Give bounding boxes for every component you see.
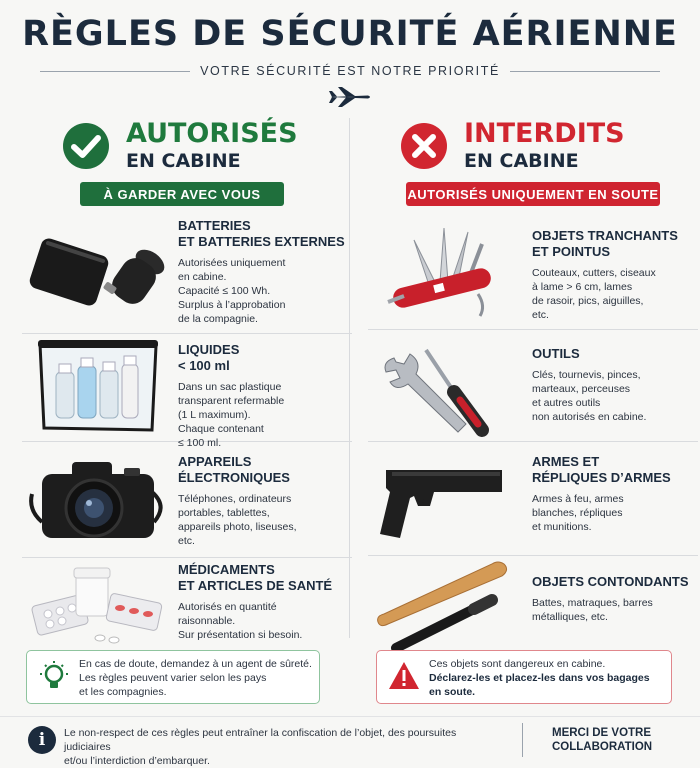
footer bbox=[0, 716, 700, 768]
allowed-item-title: MÉDICAMENTS ET ARTICLES DE SANTÉ bbox=[178, 562, 333, 593]
forbidden-header bbox=[368, 118, 698, 180]
liquids-bag-icon bbox=[28, 334, 168, 434]
forbidden-item-title: ARMES ET RÉPLIQUES D’ARMES bbox=[532, 454, 671, 485]
allowed-item-text: Autorisées uniquement en cabine. Capacité ≤ 100 Wh. Surplus à l’approbation de la compagnie. bbox=[178, 257, 286, 325]
allowed-item-medicines bbox=[22, 558, 352, 646]
forbidden-item-text: Couteaux, cutters, ciseaux à lame > 6 cm, lames de rasoir, pics, aiguilles, etc. bbox=[532, 267, 656, 321]
allowed-item-text: Autorisés en quantité raisonnable. Sur présentation si besoin. bbox=[178, 601, 303, 641]
subtitle-rule-right bbox=[510, 71, 660, 72]
forbidden-title: INTERDITS bbox=[464, 118, 625, 149]
airplane-icon bbox=[328, 86, 372, 108]
forbidden-item-text: Clés, tournevis, pinces, marteaux, perceuses et autres outils non autorisés en cabine. bbox=[532, 369, 647, 423]
cross-icon bbox=[400, 122, 448, 170]
allowed-item-title: LIQUIDES < 100 ml bbox=[178, 342, 240, 373]
forbidden-item-tools bbox=[368, 330, 698, 442]
allowed-item-text: Dans un sac plastique transparent refermable (1 L maximum). Chaque contenant ≤ 100 ml. bbox=[178, 381, 285, 449]
allowed-column bbox=[22, 118, 352, 641]
forbidden-column bbox=[368, 118, 698, 623]
allowed-subtitle: EN CABINE bbox=[126, 150, 241, 172]
forbidden-note-line2: Déclarez-les et placez-les dans vos bagages en soute. bbox=[429, 672, 650, 698]
lightbulb-icon bbox=[37, 659, 71, 693]
swiss-knife-icon bbox=[374, 220, 514, 320]
allowed-item-title: APPAREILS ÉLECTRONIQUES bbox=[178, 454, 290, 485]
page-subtitle: VOTRE SÉCURITÉ EST NOTRE PRIORITÉ bbox=[200, 64, 500, 78]
warning-icon bbox=[387, 659, 421, 693]
forbidden-item-text: Armes à feu, armes blanches, répliques et munitions. bbox=[532, 493, 624, 533]
forbidden-item-weapons bbox=[368, 442, 698, 556]
subtitle-rule-left bbox=[40, 71, 190, 72]
allowed-title: AUTORISÉS bbox=[126, 118, 298, 149]
allowed-item-title: BATTERIES ET BATTERIES EXTERNES bbox=[178, 218, 345, 249]
forbidden-item-title: OUTILS bbox=[532, 346, 580, 361]
forbidden-item-title: OBJETS CONTONDANTS bbox=[532, 574, 689, 589]
forbidden-item-title: OBJETS TRANCHANTS ET POINTUS bbox=[532, 228, 678, 259]
footer-text: Le non-respect de ces règles peut entraîner la confiscation de l’objet, des poursuites judiciaires et/ou l’interdiction d’embarquer. bbox=[64, 727, 457, 767]
allowed-item-batteries bbox=[22, 216, 352, 334]
allowed-item-liquids bbox=[22, 334, 352, 449]
allowed-note bbox=[26, 650, 320, 704]
info-icon: i bbox=[28, 726, 56, 754]
camera-icon bbox=[28, 448, 168, 548]
medicine-icon bbox=[28, 558, 168, 658]
allowed-pill: À GARDER AVEC VOUS bbox=[80, 182, 284, 206]
forbidden-pill: AUTORISÉS UNIQUEMENT EN SOUTE bbox=[406, 182, 660, 206]
allowed-item-text: Téléphones, ordinateurs portables, tablettes, appareils photo, liseuses, etc. bbox=[178, 493, 297, 547]
subtitle-row bbox=[40, 64, 660, 78]
bat-baton-icon bbox=[374, 552, 514, 652]
footer-thanks: MERCI DE VOTRE COLLABORATION bbox=[552, 727, 653, 753]
page-title: RÈGLES DE SÉCURITÉ AÉRIENNE bbox=[22, 14, 678, 54]
pistol-icon bbox=[374, 448, 514, 548]
forbidden-item-sharp bbox=[368, 216, 698, 330]
tools-icon bbox=[374, 340, 514, 440]
forbidden-note-line1: Ces objets sont dangereux en cabine. bbox=[429, 658, 606, 670]
forbidden-item-blunt bbox=[368, 556, 698, 648]
checkmark-icon bbox=[62, 122, 110, 170]
power-bank-icon bbox=[28, 224, 168, 324]
footer-separator bbox=[522, 723, 523, 757]
forbidden-subtitle: EN CABINE bbox=[464, 150, 579, 172]
forbidden-item-text: Battes, matraques, barres métalliques, etc. bbox=[532, 597, 653, 623]
allowed-note-text: En cas de doute, demandez à un agent de sûreté. Les règles peuvent varier selon les pays et les compagnies. bbox=[79, 658, 312, 698]
allowed-header bbox=[22, 118, 352, 180]
allowed-item-electronics bbox=[22, 442, 352, 558]
forbidden-note bbox=[376, 650, 672, 704]
